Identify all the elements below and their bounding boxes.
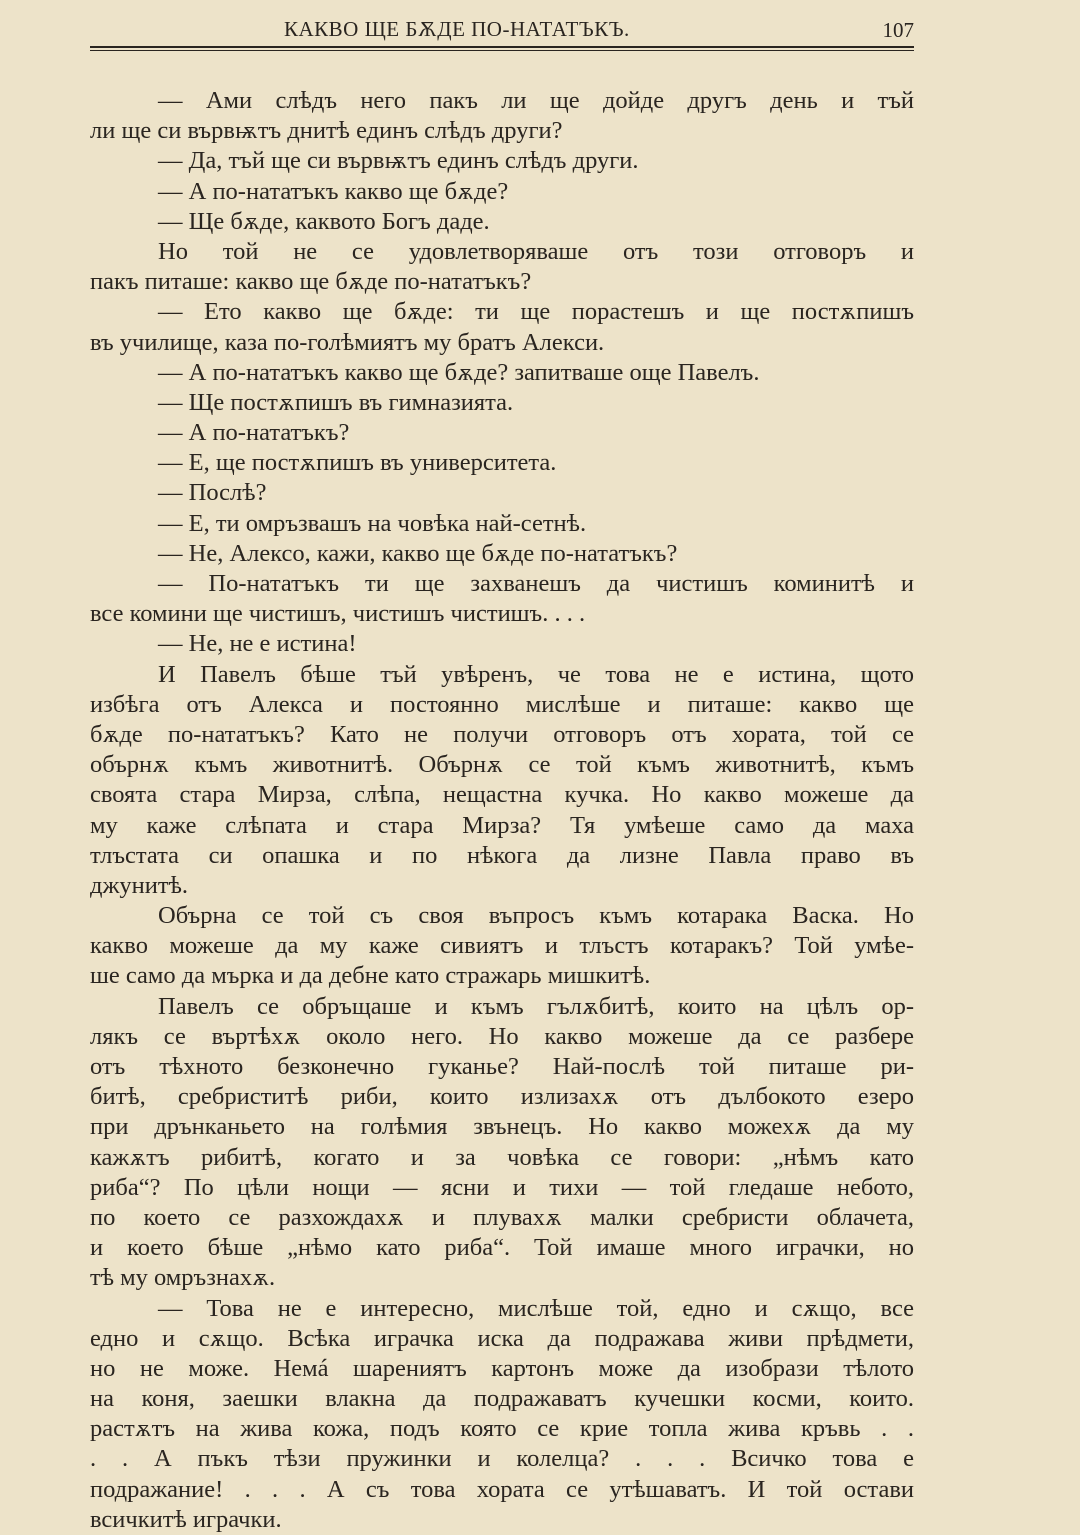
text-line: какво можеше да му каже сивиятъ и тлъстъ котаракъ? Той умѣе-: [90, 932, 914, 960]
text-line: бѫде по-нататъкъ? Като не получи отговоръ отъ хората, той се: [90, 720, 914, 748]
text-line: И Павелъ бѣше тъй увѣренъ, че това не е истина, щото: [158, 660, 914, 688]
text-line: растѫтъ на жива кожа, подъ която се крие топла жива кръвь . .: [90, 1415, 914, 1443]
text-line: — Това не е интересно, мислѣше той, едно и сѫщо, все: [158, 1294, 914, 1322]
text-line: отъ тѣхното безконечно гуканье? Най-послѣ той питаше ри-: [90, 1053, 914, 1080]
text-line: при дрънканьето на голѣмия звънецъ. Но какво можехѫ да му: [90, 1113, 914, 1141]
text-line: подражание! . . . А съ това хората се утѣшаватъ. И той остави: [90, 1475, 914, 1503]
text-line: и което бѣше „нѣмо като риба“. Той имаше много играчки, но: [90, 1234, 914, 1262]
text-line: лякъ се въртѣхѫ около него. Но какво можеше да се разбере: [90, 1022, 914, 1050]
text-line: тѣ му омръзнахѫ.: [90, 1264, 276, 1292]
text-line: му каже слѣпата и стара Мирза? Тя умѣеше само да маха: [90, 811, 914, 839]
text-line: — Не, Алексо, кажи, какво ще бѫде по-нататъкъ?: [158, 539, 678, 567]
text-line: — По-нататъкъ ти ще захванешъ да чистишъ коминитѣ и: [158, 570, 914, 597]
body-text: [90, 86, 914, 1535]
text-line: на коня, заешки влакна да подражаватъ кучешки косми, които.: [90, 1385, 914, 1413]
text-line: — А по-нататъкъ какво ще бѫде? запитваше още Павелъ.: [158, 358, 760, 386]
text-line: Но той не се удовлетворяваше отъ този отговоръ и: [158, 237, 914, 265]
text-line: ли ще си вървѭтъ днитѣ единъ слѣдъ други?: [90, 117, 563, 145]
text-line: — А по-нататъкъ какво ще бѫде?: [158, 177, 509, 205]
text-line: — Ами слѣдъ него пакъ ли ще дойде другъ день и тъй: [158, 87, 914, 114]
text-line: — Послѣ?: [158, 479, 267, 507]
text-line: . . А пъкъ тѣзи пружинки и колелца? . . . Всичко това е: [90, 1445, 914, 1473]
text-line: Обърна се той съ своя въпросъ къмъ котарака Васка. Но: [158, 902, 914, 930]
header-rule-thin: [90, 50, 914, 51]
text-line: въ училище, каза по-голѣмиятъ му братъ Алекси.: [90, 328, 605, 356]
text-line: но не може. Немá шарениятъ картонъ може да изобрази тѣлото: [90, 1354, 914, 1382]
text-line: — Да, тъй ще си вървѭтъ единъ слѣдъ други.: [158, 147, 639, 175]
text-line: — Е, ти омръзвашъ на човѣка най-сетнѣ.: [158, 509, 587, 537]
text-line: — Е, ще постѫпишъ въ университета.: [158, 449, 557, 477]
text-line: — Не, не е истина!: [158, 630, 357, 658]
text-line: битѣ, сребриститѣ риби, които излизахѫ отъ дълбокото езеро: [90, 1083, 914, 1111]
header-rule: [90, 46, 914, 48]
text-line: — А по-нататъкъ?: [158, 419, 350, 447]
text-line: все комини ще чистишъ, чистишъ чистишъ. . . .: [90, 600, 586, 628]
text-line: пакъ питаше: какво ще бѫде по-нататъкъ?: [90, 268, 532, 296]
text-line: по което се разхождахѫ и плувахѫ малки сребристи облачета,: [90, 1203, 914, 1231]
text-line: риба“? По цѣли нощи — ясни и тихи — той гледаше небото,: [90, 1173, 914, 1201]
text-line: избѣга отъ Алекса и постоянно мислѣше и питаше: какво ще: [90, 690, 914, 718]
running-title: КАКВО ЩЕ БѪДЕ ПО-НАТАТЪКЪ.: [284, 17, 630, 41]
text-line: Павелъ се обръщаше и къмъ гълѫбитѣ, които на цѣлъ ор-: [158, 992, 914, 1020]
text-line: кажѫтъ рибитѣ, когато и за човѣка се говори: „нѣмъ като: [90, 1143, 914, 1171]
text-line: едно и сѫщо. Всѣка играчка иска да подражава живи прѣдмети,: [90, 1324, 914, 1352]
text-line: ше само да мърка и да дебне като стражарь мишкитѣ.: [90, 962, 651, 990]
text-line: джунитѣ.: [90, 871, 188, 899]
text-line: своята стара Мирза, слѣпа, нещастна кучка. Но какво можеше да: [90, 781, 914, 809]
text-line: — Ето какво ще бѫде: ти ще порастешъ и ще постѫпишъ: [158, 298, 914, 326]
text-line: тлъстата си опашка и по нѣкога да лизне Павла право въ: [90, 841, 914, 869]
text-line: всичкитѣ играчки.: [90, 1505, 282, 1533]
text-line: — Ще бѫде, каквото Богъ даде.: [158, 207, 490, 235]
text-line: — Ще постѫпишъ въ гимназията.: [158, 388, 514, 416]
page-number: 107: [882, 18, 914, 42]
text-line: обърнѫ къмъ животнитѣ. Обърнѫ се той къмъ животнитѣ, къмъ: [90, 751, 914, 779]
